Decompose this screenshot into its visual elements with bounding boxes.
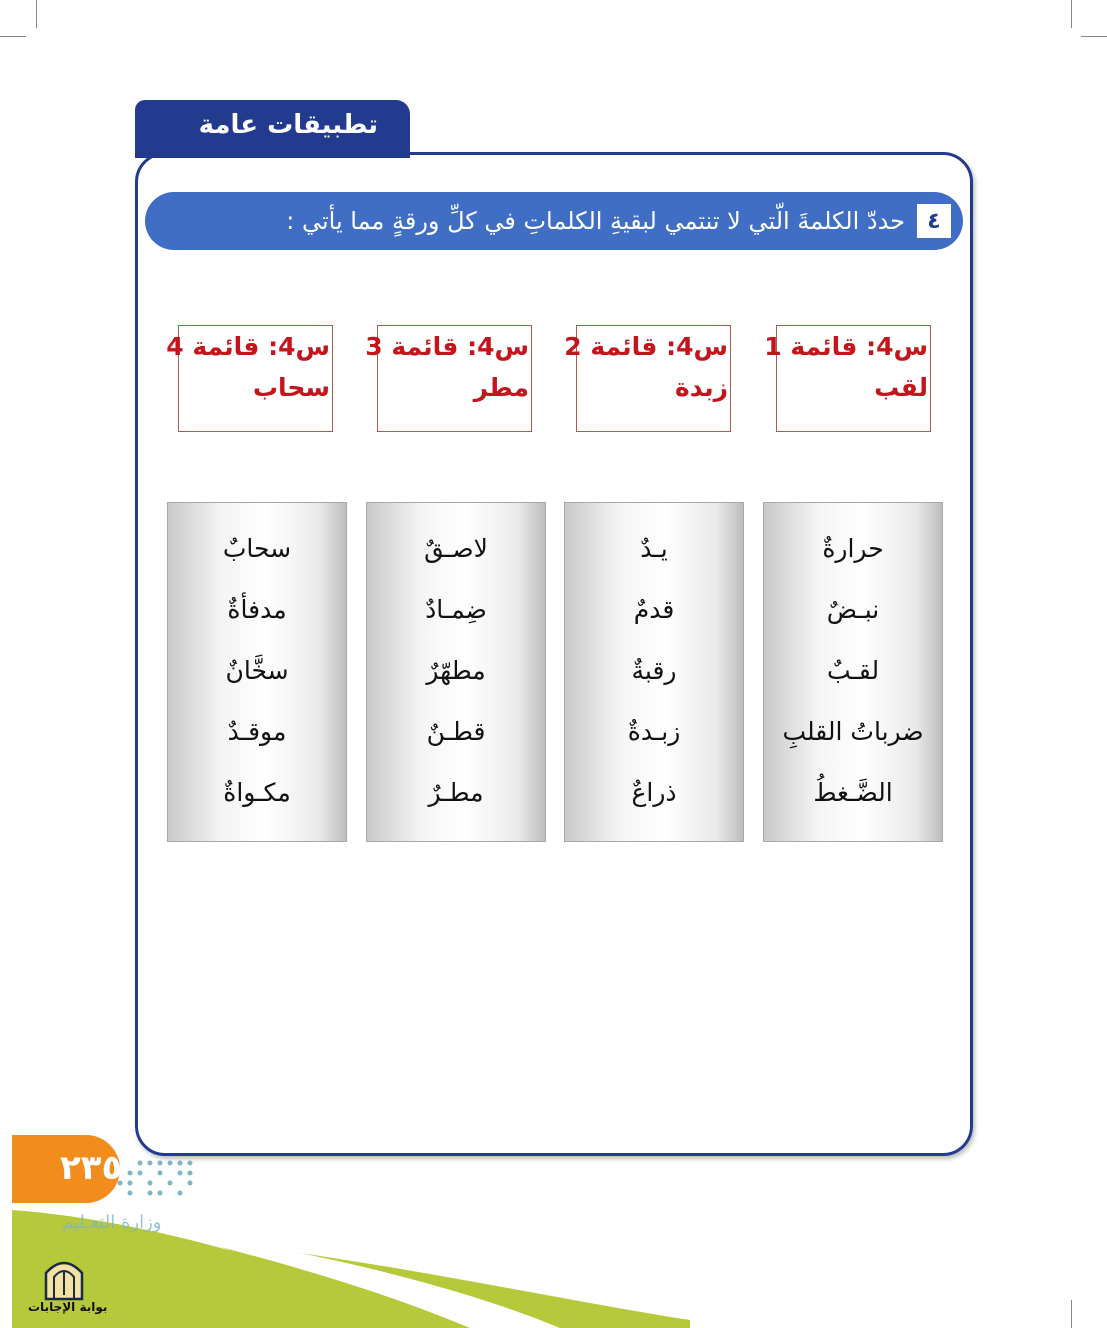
answer-box-1	[764, 325, 931, 432]
section-tab	[135, 100, 410, 158]
list-item: لاصـقٌ	[424, 534, 488, 563]
answer-label: س4: قائمة 4	[166, 332, 330, 361]
list-item: موقـدٌ	[227, 717, 287, 746]
list-item: لقـبٌ	[826, 656, 880, 685]
word-card-1	[763, 502, 943, 842]
answer-value: لقب	[874, 373, 928, 402]
list-item: زبـدةٌ	[627, 717, 681, 746]
word-card-4	[167, 502, 347, 842]
word-card-3	[366, 502, 546, 842]
watermark-text: بوابة الإجابات	[28, 1300, 108, 1314]
answer-box-2	[564, 325, 731, 432]
answer-box-3	[365, 325, 532, 432]
question-bar	[145, 192, 963, 250]
answer-value: سحاب	[252, 373, 330, 402]
answer-box-4	[166, 325, 333, 432]
list-item: الضَّـغطُ	[813, 778, 893, 807]
word-card-2	[564, 502, 744, 842]
list-item: رقبةٌ	[631, 656, 677, 685]
list-item: مكـواةٌ	[223, 778, 291, 807]
list-item: ذراعٌ	[631, 778, 677, 807]
list-item: ضرباتُ القلبِ	[782, 717, 924, 746]
list-item: ضِمـادٌ	[425, 595, 487, 624]
answer-label: س4: قائمة 2	[564, 332, 728, 361]
list-item: قدمٌ	[633, 595, 675, 624]
list-item: قطـنٌ	[426, 717, 486, 746]
list-item: حرارةٌ	[822, 534, 884, 563]
question-number: ٤	[917, 204, 951, 238]
list-item: سحابٌ	[222, 534, 292, 563]
answer-label: س4: قائمة 1	[764, 332, 928, 361]
crop-mark	[1071, 0, 1072, 28]
list-item: يـدٌ	[640, 534, 668, 563]
question-text: حددّ الكلمةَ الّتي لا تنتمي لبقيةِ الكلماتِ في كلِّ ورقةٍ مما يأتي :	[286, 207, 905, 235]
answer-value: زبدة	[675, 373, 728, 402]
answer-label: س4: قائمة 3	[365, 332, 529, 361]
list-item: مطـرٌ	[428, 778, 484, 807]
crop-mark	[36, 0, 37, 28]
list-item: مدفأةٌ	[227, 595, 287, 624]
ministry-name: وزارة التعـليم	[62, 1212, 162, 1233]
list-item: سخَّانٌ	[225, 656, 289, 685]
crop-mark	[1071, 1300, 1072, 1328]
watermark-logo-icon	[42, 1255, 86, 1301]
crop-mark	[1081, 36, 1107, 37]
crop-mark	[0, 36, 26, 37]
list-item: مطهّرٌ	[426, 656, 486, 685]
answer-value: مطر	[473, 373, 529, 402]
list-item: نبـضٌ	[826, 595, 880, 624]
page-number: ٢٣٥	[60, 1148, 123, 1188]
section-title: تطبيقات عامة	[198, 110, 378, 140]
